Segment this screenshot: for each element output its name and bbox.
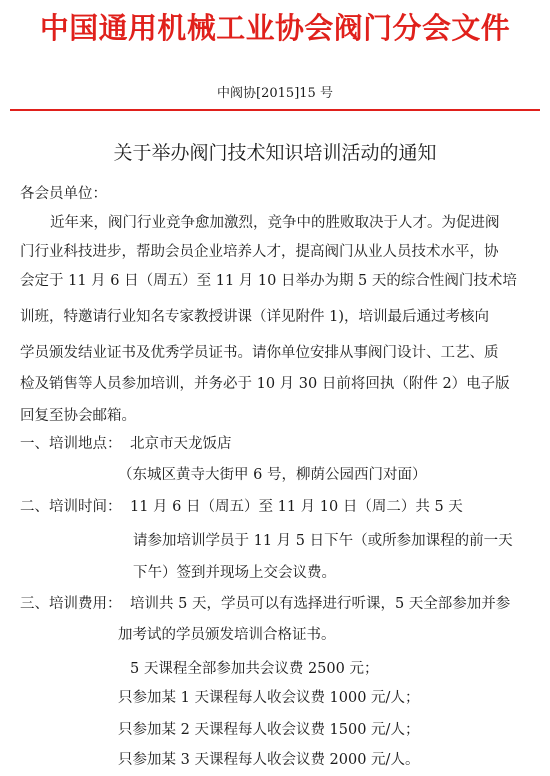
time-value: 11 月 6 日（周五）至 11 月 10 日（周二）共 5 天: [130, 499, 463, 515]
fee-item: 只参加某 3 天课程每人收会议费 2000 元/人。: [118, 752, 420, 768]
location-label: 一、培训地点：: [20, 436, 122, 452]
intro-line: 训班，特邀请行业知名专家教授讲课（详见附件 1)，培训最后通过考核向: [20, 309, 489, 325]
intro-line: 会定于 11 月 6 日（周五）至 11 月 10 日举办为期 5 天的综合性阀门技术培: [20, 273, 517, 289]
location-value: 北京市天龙饭店: [130, 436, 232, 452]
fee-item: 只参加某 2 天课程每人收会议费 1500 元/人；: [118, 722, 420, 738]
fee-label: 三、培训费用：: [20, 596, 122, 612]
intro-line: 学员颁发结业证书及优秀学员证书。请你单位安排从事阀门设计、工艺、质: [20, 345, 499, 361]
fee-description: 加考试的学员颁发培训合格证书。: [118, 627, 336, 643]
fee-item: 只参加某 1 天课程每人收会议费 1000 元/人；: [118, 690, 420, 706]
fee-description: 培训共 5 天，学员可以有选择进行听课，5 天全部参加并参: [130, 596, 511, 612]
time-label: 二、培训时间：: [20, 499, 122, 515]
org-header-title: 中国通用机械工业协会阀门分会文件: [39, 11, 511, 45]
document-number: 中阀协[2015]15 号: [217, 86, 333, 101]
fee-item: 5 天课程全部参加共会议费 2500 元；: [130, 661, 379, 677]
intro-line: 回复至协会邮箱。: [20, 408, 136, 424]
header-divider: [10, 109, 540, 111]
time-note: 下午）签到并现场上交会议费。: [133, 565, 336, 581]
intro-line: 检及销售等人员参加培训，并务必于 10 月 30 日前将回执（附件 2）电子版: [20, 376, 510, 392]
intro-line: 门行业科技进步，帮助会员企业培养人才，提高阀门从业人员技术水平，协: [20, 244, 499, 260]
notice-title: 关于举办阀门技术知识培训活动的通知: [113, 142, 437, 164]
intro-line: 近年来，阀门行业竞争愈加激烈，竞争中的胜败取决于人才。为促进阀: [50, 215, 500, 231]
salutation: 各会员单位：: [20, 186, 107, 202]
time-note: 请参加培训学员于 11 月 5 日下午（或所参加课程的前一天: [133, 533, 513, 549]
location-address: （东城区黄寺大街甲 6 号，柳荫公园西门对面）: [118, 467, 427, 483]
